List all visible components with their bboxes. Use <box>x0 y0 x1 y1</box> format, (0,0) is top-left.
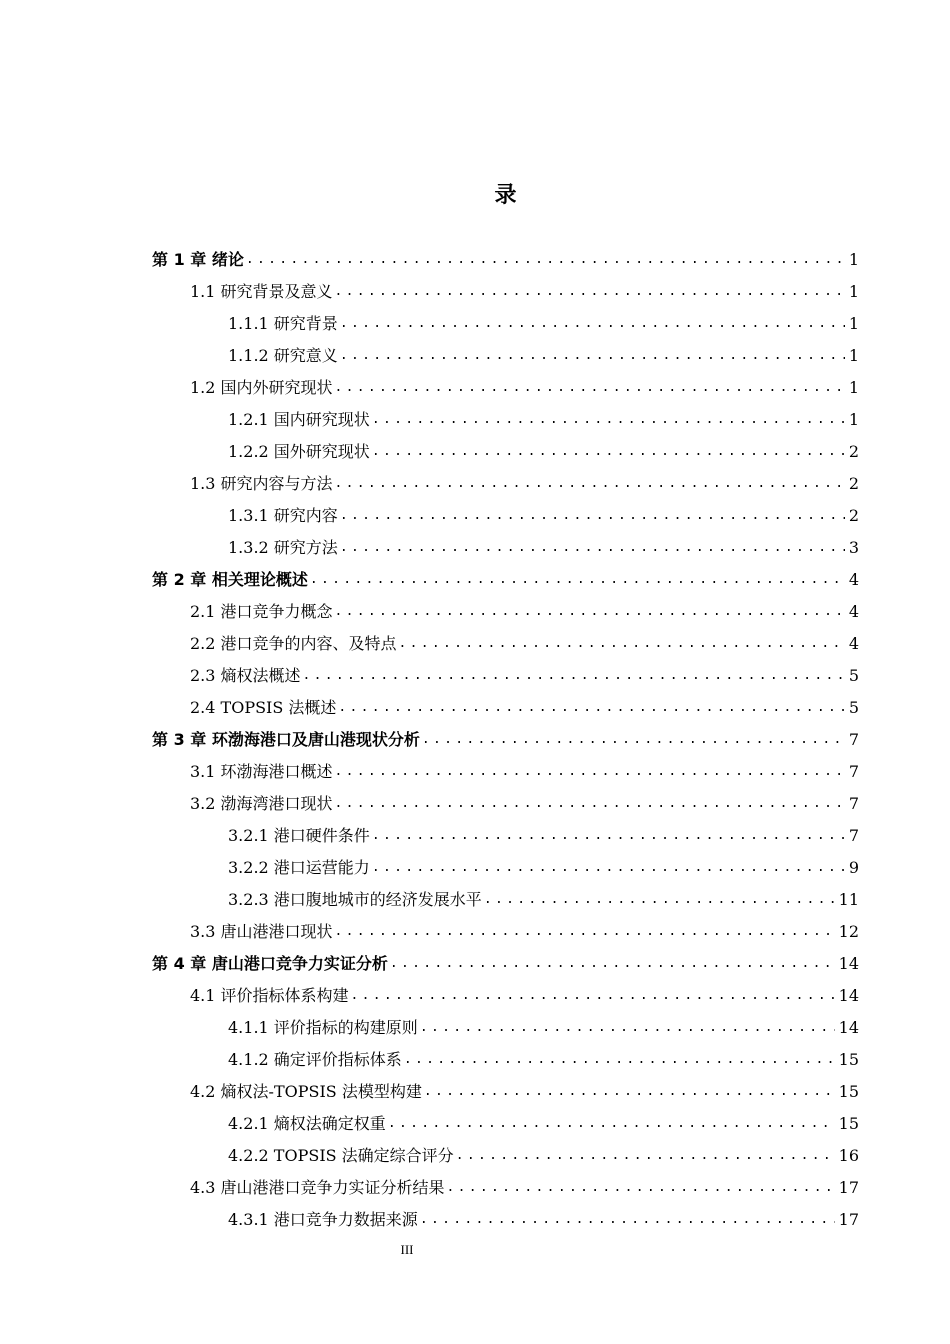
toc-entry-label: 2.4 TOPSIS 法概述 <box>190 698 337 717</box>
toc-entry-label: 第 2 章 相关理论概述 <box>152 570 308 589</box>
toc-entry-label: 3.2.3 港口腹地城市的经济发展水平 <box>228 890 482 909</box>
toc-entry[interactable] <box>228 820 859 852</box>
toc-entry-label: 第 3 章 环渤海港口及唐山港现状分析 <box>152 730 420 749</box>
toc-entry-label: 2.3 熵权法概述 <box>190 666 301 685</box>
toc-entry-label: 1.3 研究内容与方法 <box>190 474 333 493</box>
dot-leader <box>399 628 845 660</box>
toc-entry-label: 4.1.1 评价指标的构建原则 <box>228 1018 418 1037</box>
toc-entry-label: 1.1.2 研究意义 <box>228 346 338 365</box>
toc-entry[interactable] <box>190 788 859 820</box>
toc-entry-page-number: 15 <box>838 1050 859 1069</box>
toc-entry-label: 4.3.1 港口竞争力数据来源 <box>228 1210 418 1229</box>
toc-entry[interactable] <box>190 1172 859 1204</box>
toc-entry-page-number: 15 <box>838 1114 859 1133</box>
toc-entry-page-number: 9 <box>848 858 859 877</box>
toc-entry[interactable] <box>190 660 859 692</box>
toc-entry-label: 3.2.2 港口运营能力 <box>228 858 370 877</box>
toc-entry-page-number: 7 <box>848 730 859 749</box>
toc-entry[interactable] <box>190 596 859 628</box>
toc-entry-label: 1.3.2 研究方法 <box>228 538 338 557</box>
toc-entry-page-number: 1 <box>848 282 859 301</box>
dot-leader <box>447 1172 835 1204</box>
toc-entry[interactable] <box>152 724 859 756</box>
toc-entry[interactable] <box>190 980 859 1012</box>
toc-entry-page-number: 4 <box>848 602 859 621</box>
dot-leader <box>372 852 845 884</box>
toc-entry[interactable] <box>190 628 859 660</box>
toc-entry[interactable] <box>152 564 859 596</box>
dot-leader <box>335 788 845 820</box>
toc-entry-page-number: 2 <box>848 474 859 493</box>
toc-entry-page-number: 5 <box>848 698 859 717</box>
dot-leader <box>372 820 845 852</box>
toc-entry[interactable] <box>228 340 859 372</box>
toc-entry[interactable] <box>228 1044 859 1076</box>
dot-leader <box>340 532 845 564</box>
toc-entry-page-number: 11 <box>838 890 859 909</box>
toc-entry[interactable] <box>228 1204 859 1236</box>
toc-entry-label: 1.2.1 国内研究现状 <box>228 410 370 429</box>
dot-leader <box>335 916 835 948</box>
toc-entry[interactable] <box>228 308 859 340</box>
dot-leader <box>372 436 845 468</box>
toc-entry-page-number: 14 <box>838 1018 859 1037</box>
toc-entry[interactable] <box>152 244 859 276</box>
toc-entry-page-number: 16 <box>838 1146 859 1165</box>
toc-entry-page-number: 1 <box>848 410 859 429</box>
toc-entry-page-number: 15 <box>838 1082 859 1101</box>
toc-entry-label: 3.2 渤海湾港口现状 <box>190 794 333 813</box>
toc-entry-label: 4.1.2 确定评价指标体系 <box>228 1050 402 1069</box>
toc-entry-page-number: 12 <box>838 922 859 941</box>
toc-entry-page-number: 7 <box>848 826 859 845</box>
toc-entry[interactable] <box>228 436 859 468</box>
toc-entry-page-number: 1 <box>848 346 859 365</box>
toc-entry-page-number: 17 <box>838 1210 859 1229</box>
toc-entry-page-number: 4 <box>848 634 859 653</box>
dot-leader <box>404 1044 835 1076</box>
toc-entry[interactable] <box>190 1076 859 1108</box>
toc-entry-label: 1.1 研究背景及意义 <box>190 282 333 301</box>
dot-leader <box>422 724 845 756</box>
toc-entry[interactable] <box>190 756 859 788</box>
toc-entry-page-number: 17 <box>838 1178 859 1197</box>
toc-entry-label: 3.2.1 港口硬件条件 <box>228 826 370 845</box>
toc-entry-label: 2.1 港口竞争力概念 <box>190 602 333 621</box>
toc-entry[interactable] <box>228 1108 859 1140</box>
toc-entry-page-number: 4 <box>848 570 859 589</box>
toc-entry-label: 第 1 章 绪论 <box>152 250 244 269</box>
dot-leader <box>424 1076 835 1108</box>
toc-entry-label: 4.2 熵权法-TOPSIS 法模型构建 <box>190 1082 422 1101</box>
toc-entry[interactable] <box>190 692 859 724</box>
toc-entry[interactable] <box>190 276 859 308</box>
dot-leader <box>246 244 845 276</box>
toc-entry-label: 1.2 国内外研究现状 <box>190 378 333 397</box>
dot-leader <box>335 596 845 628</box>
dot-leader <box>335 372 845 404</box>
toc-entry-page-number: 5 <box>848 666 859 685</box>
dot-leader <box>335 468 845 500</box>
toc-entry[interactable] <box>228 532 859 564</box>
toc-entry[interactable] <box>228 884 859 916</box>
toc-entry[interactable] <box>228 852 859 884</box>
toc-entry[interactable] <box>152 948 859 980</box>
page-number-footer: III <box>400 1242 414 1257</box>
toc-entry-page-number: 1 <box>848 314 859 333</box>
toc-entry[interactable] <box>228 404 859 436</box>
dot-leader <box>303 660 845 692</box>
toc-entry-label: 4.2.2 TOPSIS 法确定综合评分 <box>228 1146 454 1165</box>
dot-leader <box>340 500 845 532</box>
dot-leader <box>390 948 835 980</box>
toc-entry-label: 第 4 章 唐山港口竞争力实证分析 <box>152 954 388 973</box>
dot-leader <box>456 1140 835 1172</box>
dot-leader <box>340 308 845 340</box>
toc-entry-label: 1.2.2 国外研究现状 <box>228 442 370 461</box>
dot-leader <box>335 276 845 308</box>
toc-entry-label: 1.3.1 研究内容 <box>228 506 338 525</box>
dot-leader <box>372 404 845 436</box>
toc-entry-page-number: 1 <box>848 250 859 269</box>
toc-title: 录 <box>494 183 518 208</box>
dot-leader <box>420 1012 835 1044</box>
dot-leader <box>340 340 845 372</box>
toc-entry[interactable] <box>190 372 859 404</box>
dot-leader <box>484 884 835 916</box>
toc-entry-page-number: 3 <box>848 538 859 557</box>
dot-leader <box>310 564 845 596</box>
toc-entry-label: 4.2.1 熵权法确定权重 <box>228 1114 386 1133</box>
dot-leader <box>420 1204 835 1236</box>
toc-entry-label: 2.2 港口竞争的内容、及特点 <box>190 634 397 653</box>
dot-leader <box>338 692 844 724</box>
toc-entry-page-number: 14 <box>838 954 859 973</box>
toc-entry-page-number: 7 <box>848 794 859 813</box>
toc-entry[interactable] <box>228 1012 859 1044</box>
toc-entry-page-number: 14 <box>838 986 859 1005</box>
toc-entry-label: 4.1 评价指标体系构建 <box>190 986 349 1005</box>
toc-entry-page-number: 2 <box>848 442 859 461</box>
dot-leader <box>388 1108 835 1140</box>
dot-leader <box>351 980 835 1012</box>
toc-entry-page-number: 7 <box>848 762 859 781</box>
dot-leader <box>335 756 845 788</box>
toc-entry[interactable] <box>228 1140 859 1172</box>
toc-entry-page-number: 1 <box>848 378 859 397</box>
toc-entry-page-number: 2 <box>848 506 859 525</box>
toc-entry-label: 3.3 唐山港港口现状 <box>190 922 333 941</box>
toc-entry-label: 1.1.1 研究背景 <box>228 314 338 333</box>
toc-entry[interactable] <box>190 916 859 948</box>
toc-entry-label: 4.3 唐山港港口竞争力实证分析结果 <box>190 1178 445 1197</box>
toc-entry-label: 3.1 环渤海港口概述 <box>190 762 333 781</box>
toc-entry[interactable] <box>228 500 859 532</box>
toc-entry[interactable] <box>190 468 859 500</box>
